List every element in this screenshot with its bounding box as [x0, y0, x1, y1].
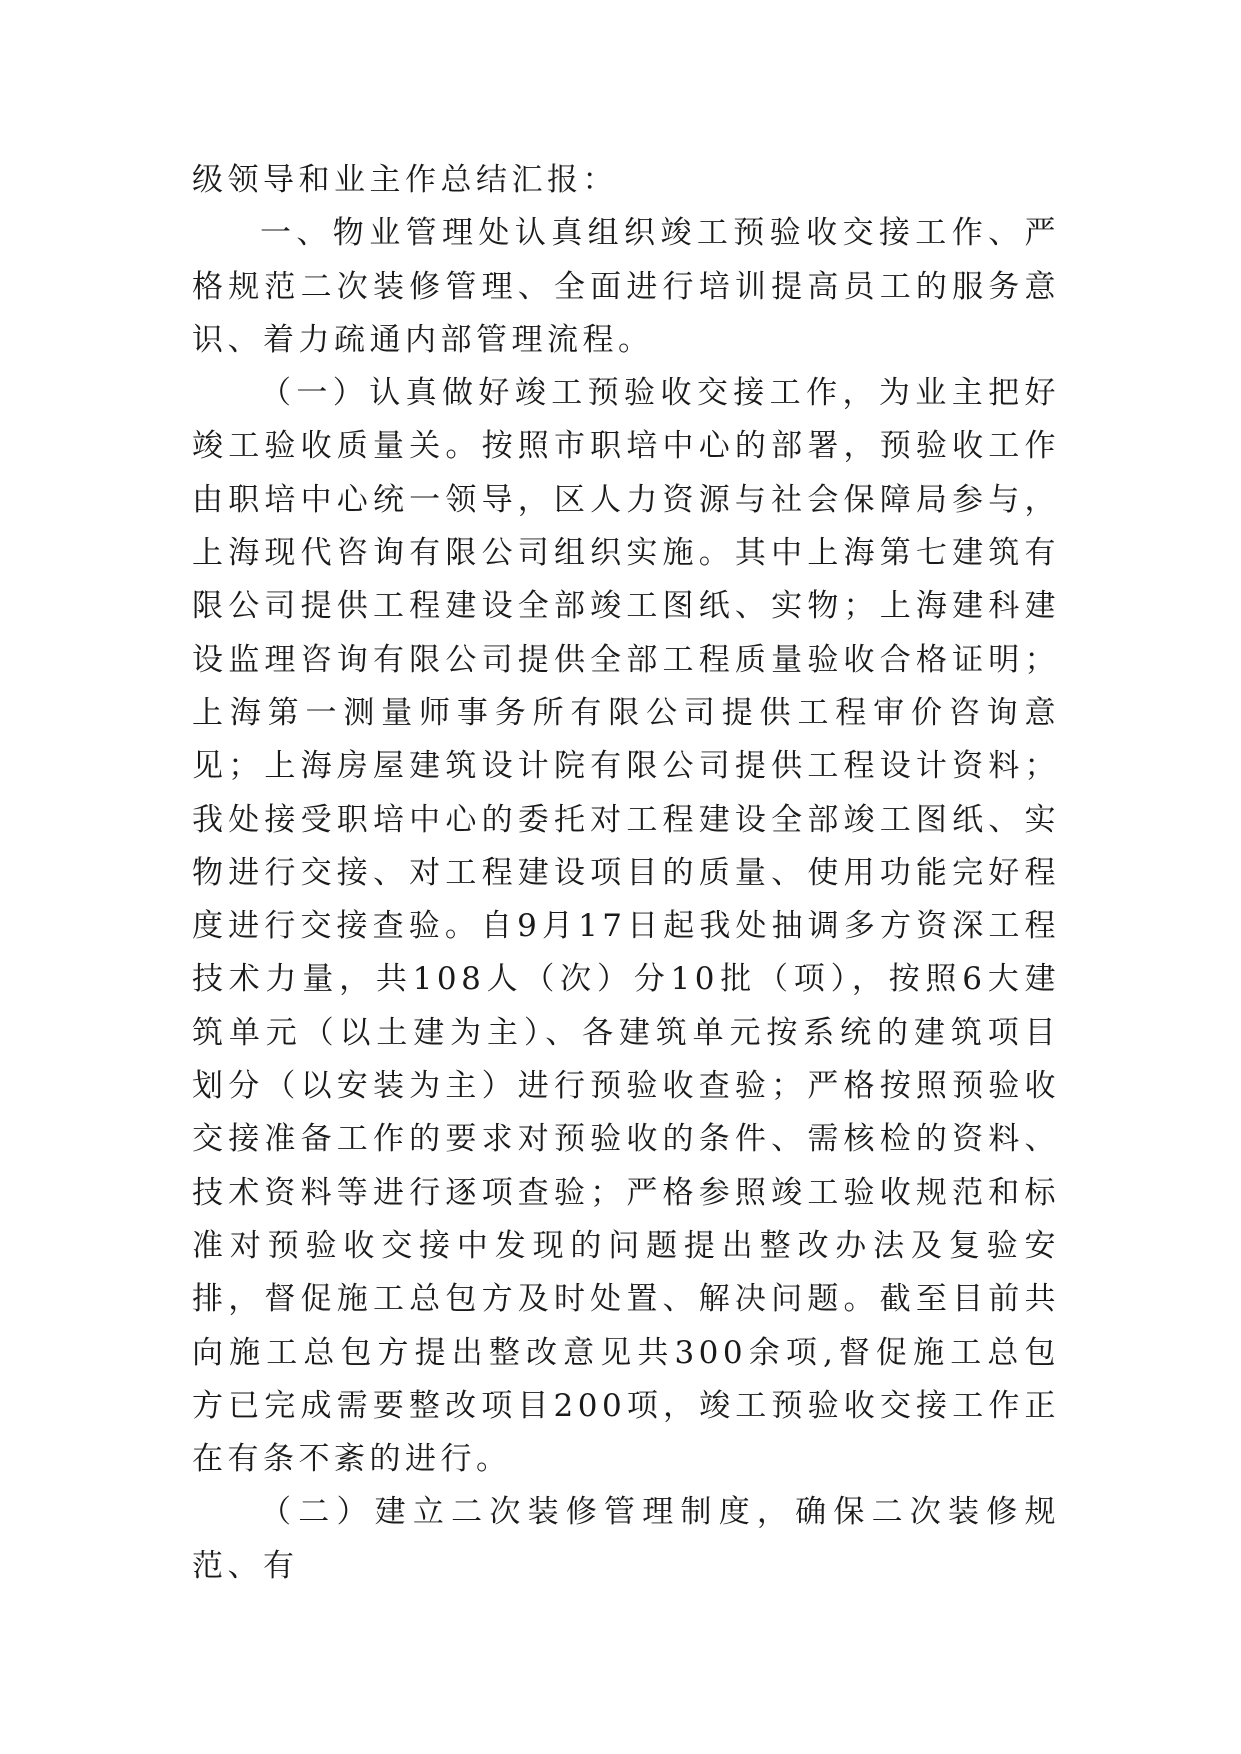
paragraph-subsection-two: （二）建立二次装修管理制度，确保二次装修规范、有 [192, 1494, 1060, 1584]
paragraph-continuation: 级领导和业主作总结汇报： [192, 162, 618, 198]
paragraph-section-one: 一、物业管理处认真组织竣工预验收交接工作、严格规范二次装修管理、全面进行培训提高员工的服务意识、着力疏通内部管理流程。 [192, 215, 1060, 358]
document-body [192, 154, 1060, 1593]
paragraph-subsection-one: （一）认真做好竣工预验收交接工作，为业主把好竣工验收质量关。按照市职培中心的部署，预验收工作由职培中心统一领导，区人力资源与社会保障局参与，上海现代咨询有限公司组织实施。其中上海第七建筑有限公司提供工程建设全部竣工图纸、实物；上海建科建设监理咨询有限公司提供全部工程质量验收合格证明；上海第一测量师事务所有限公司提供工程审价咨询意见；上海房屋建筑设计院有限公司提供工程设计资料；我处接受职培中心的委托对工程建设全部竣工图纸、实物进行交接、对工程建设项目的质量、使用功能完好程度进行交接查验。自9月17日起我处抽调多方资深工程技术力量，共108人（次）分10批（项），按照6大建筑单元（以土建为主）、各建筑单元按系统的建筑项目划分（以安装为主）进行预验收查验；严格按照预验收交接准备工作的要求对预验收的条件、需核检的资料、技术资料等进行逐项查验；严格参照竣工验收规范和标准对预验收交接中发现的问题提出整改办法及复验安排，督促施工总包方及时处置、解决问题。截至目前共向施工总包方提出整改意见共300余项,督促施工总包方已完成需要整改项目200项，竣工预验收交接工作正在有条不紊的进行。 [192, 375, 1060, 1478]
